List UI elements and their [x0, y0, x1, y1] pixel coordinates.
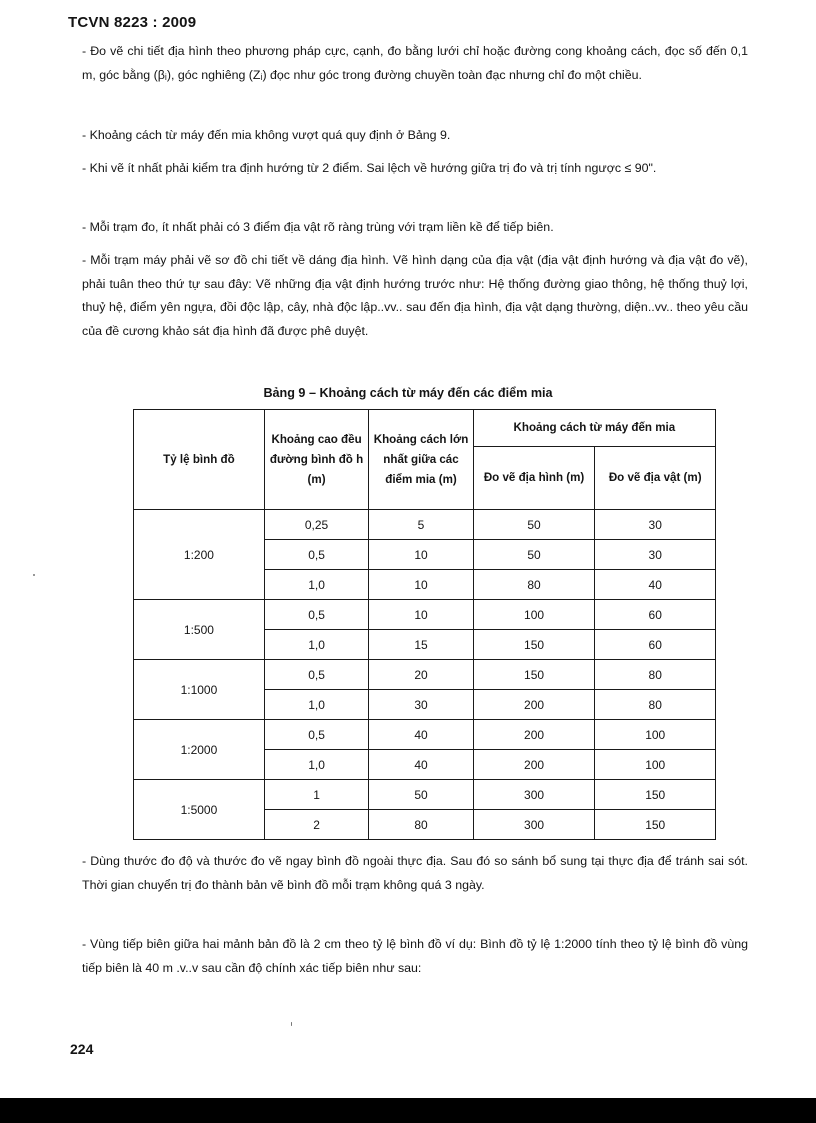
scan-speck [33, 574, 35, 576]
header-contour-interval: Khoảng cao đều đường bình đồ h (m) [264, 410, 368, 510]
terrain-cell: 50 [473, 510, 595, 540]
objects-cell: 150 [595, 780, 716, 810]
table-row [134, 780, 716, 810]
terrain-cell: 200 [473, 720, 595, 750]
max-distance-cell: 10 [369, 600, 473, 630]
terrain-cell: 300 [473, 810, 595, 840]
terrain-cell: 80 [473, 570, 595, 600]
distance-table [133, 409, 716, 840]
contour-cell: 1,0 [264, 750, 368, 780]
header-object-survey: Đo vẽ địa vật (m) [595, 447, 716, 510]
contour-cell: 0,5 [264, 540, 368, 570]
table-row [134, 510, 716, 540]
table-row [134, 660, 716, 690]
header-max-distance: Khoảng cách lớn nhất giữa các điểm mia (m) [369, 410, 473, 510]
header-scale: Tỷ lệ bình đồ [134, 410, 265, 510]
table-row [134, 600, 716, 630]
paragraph-distance-limit: - Khoảng cách từ máy đến mia không vượt quá quy định ở Bảng 9. [82, 128, 451, 142]
max-distance-cell: 10 [369, 570, 473, 600]
terrain-cell: 300 [473, 780, 595, 810]
scan-border-band [0, 1098, 816, 1123]
max-distance-cell: 50 [369, 780, 473, 810]
contour-cell: 0,5 [264, 600, 368, 630]
contour-cell: 1,0 [264, 690, 368, 720]
terrain-cell: 150 [473, 630, 595, 660]
scale-cell: 1:2000 [134, 720, 265, 780]
paragraph-field-drawing: - Dùng thước đo độ và thước đo vẽ ngay bình đồ ngoài thực địa. Sau đó so sánh bổ sung tại thực địa để tránh sai sót. Thời gian chuyển trị đo thành bản vẽ bình đồ mỗi trạm không quá 3 ngày. [82, 854, 748, 892]
paragraph-orientation-check: - Khi vẽ ít nhất phải kiểm tra định hướng từ 2 điểm. Sai lệch về hướng giữa trị đo và trị tính ngược ≤ 90". [82, 161, 657, 175]
max-distance-cell: 30 [369, 690, 473, 720]
contour-cell: 1,0 [264, 630, 368, 660]
table-title: Bảng 9 – Khoảng cách từ máy đến các điểm mia [263, 386, 553, 400]
terrain-cell: 200 [473, 750, 595, 780]
contour-cell: 1 [264, 780, 368, 810]
scale-cell: 1:5000 [134, 780, 265, 840]
terrain-cell: 200 [473, 690, 595, 720]
objects-cell: 60 [595, 630, 716, 660]
scan-speck [291, 1022, 292, 1026]
paragraph-detail-survey: - Đo vẽ chi tiết địa hình theo phương pháp cực, cạnh, đo bằng lưới chỉ hoặc đường cong khoảng cách, đọc số đến 0,1 m, góc bằng (βᵢ), góc nghiêng (Zᵢ) đọc như góc trong đường chuyền toàn đạc nhưng chỉ đo một chiều. [82, 44, 748, 82]
paragraph-edge-matching-points: - Mỗi trạm đo, ít nhất phải có 3 điểm địa vật rõ ràng trùng với trạm liền kề để tiếp biên. [82, 220, 554, 234]
objects-cell: 100 [595, 720, 716, 750]
objects-cell: 80 [595, 690, 716, 720]
terrain-cell: 100 [473, 600, 595, 630]
objects-cell: 80 [595, 660, 716, 690]
max-distance-cell: 20 [369, 660, 473, 690]
scale-cell: 1:200 [134, 510, 265, 600]
standard-code-header: TCVN 8223 : 2009 [68, 14, 197, 31]
max-distance-cell: 40 [369, 720, 473, 750]
contour-cell: 2 [264, 810, 368, 840]
contour-cell: 0,5 [264, 660, 368, 690]
scale-cell: 1:500 [134, 600, 265, 660]
max-distance-cell: 10 [369, 540, 473, 570]
paragraph-sketch-order: - Mỗi trạm máy phải vẽ sơ đồ chi tiết về dáng địa hình. Vẽ hình dạng của địa vật (địa vật định hướng và địa vật đo vẽ), phải tuân theo thứ tự sau đây: Vẽ những địa vật định hướng trước như: Hệ thống đường giao thông, hệ thống thuỷ lợi, thuỷ hệ, điểm yên ngựa, đồi độc lập, cây, nhà độc lập..vv.. sau đến địa hình, địa vật dạng thường, diện..vv.. theo yêu cầu của đề cương khảo sát địa hình đã được phê duyệt. [82, 253, 748, 338]
scale-cell: 1:1000 [134, 660, 265, 720]
terrain-cell: 50 [473, 540, 595, 570]
max-distance-cell: 5 [369, 510, 473, 540]
paragraph-edge-zone: - Vùng tiếp biên giữa hai mảnh bản đồ là 2 cm theo tỷ lệ bình đồ ví dụ: Bình đồ tỷ lệ 1:2000 tính theo tỷ lệ bình đồ vùng tiếp biên là 40 m .v..v sau cần độ chính xác tiếp biên như sau: [82, 937, 748, 975]
max-distance-cell: 40 [369, 750, 473, 780]
objects-cell: 150 [595, 810, 716, 840]
max-distance-cell: 80 [369, 810, 473, 840]
objects-cell: 60 [595, 600, 716, 630]
terrain-cell: 150 [473, 660, 595, 690]
table-row [134, 720, 716, 750]
objects-cell: 30 [595, 510, 716, 540]
max-distance-cell: 15 [369, 630, 473, 660]
objects-cell: 100 [595, 750, 716, 780]
objects-cell: 40 [595, 570, 716, 600]
header-terrain-survey: Đo vẽ địa hình (m) [473, 447, 595, 510]
objects-cell: 30 [595, 540, 716, 570]
contour-cell: 0,25 [264, 510, 368, 540]
header-instrument-distance: Khoảng cách từ máy đến mia [473, 410, 715, 447]
page-number: 224 [70, 1041, 94, 1057]
contour-cell: 1,0 [264, 570, 368, 600]
contour-cell: 0,5 [264, 720, 368, 750]
